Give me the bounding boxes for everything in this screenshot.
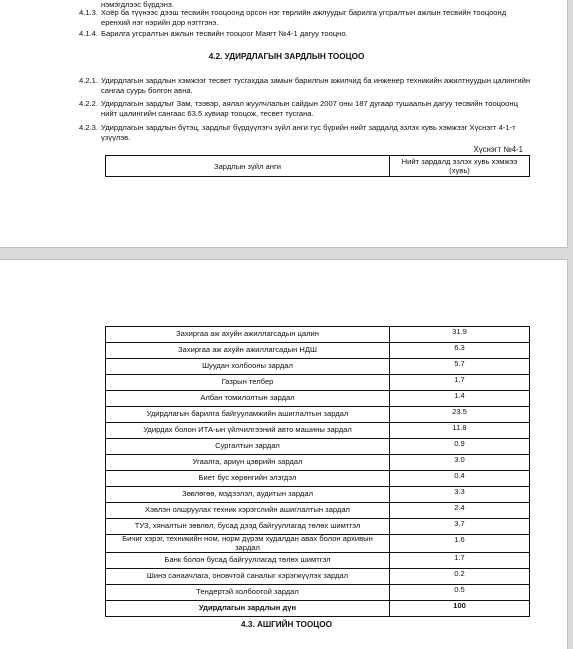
- cost-category-cell: Сургалтын зардал: [106, 439, 390, 455]
- cost-category-cell: Хэвлэн олшруулах техник хэрэгслийн ашиглалтын зардал: [106, 503, 390, 519]
- paragraph-4-2-3: [79, 123, 531, 143]
- cost-category-cell: ТУЗ, хяналтын зөвлөл, бусад дээд байгууллагад төлөх шимтгэл: [106, 519, 390, 535]
- table-row: [106, 343, 530, 359]
- percentage-cell: 2.4: [390, 503, 530, 519]
- table-row: [106, 503, 530, 519]
- cost-category-cell: Зөвлөгөө, мэдээлэл, аудитын зардал: [106, 487, 390, 503]
- cost-category-cell: Шинэ санаачлага, оновчтой саналыг хэрэгжүүлэх зардал: [106, 569, 390, 585]
- cost-category-cell: Удирдах болон ИТА-ын үйлчилгээний авто машины зардал: [106, 423, 390, 439]
- table-row: [106, 585, 530, 601]
- table-total-row: [106, 601, 530, 617]
- table-row: [106, 359, 530, 375]
- percentage-cell: 3.3: [390, 487, 530, 503]
- percentage-cell: 23.5: [390, 407, 530, 423]
- table-row: [106, 375, 530, 391]
- cost-category-cell: Биет бус хөрөнгийн элэгдэл: [106, 471, 390, 487]
- cost-structure-table: [105, 326, 530, 617]
- table-row: [106, 423, 530, 439]
- cost-category-cell: Угаалга, ариун цэврийн зардал: [106, 455, 390, 471]
- cost-category-cell: Шуудан холбооны зардал: [106, 359, 390, 375]
- section-heading: 4.2. УДИРДЛАГЫН ЗАРДЛЫН ТООЦОО: [208, 52, 365, 61]
- percentage-cell: 1.7: [390, 375, 530, 391]
- paragraph-4-2-2: [79, 99, 531, 119]
- paragraph-text: Удирдлагын зардлын хэмжээг тесвет тусгахдаа замын барилгын ажилчид ба инженер техникийн ажилтнуудын цалингийн сангаа суурь болгон авна.: [101, 76, 531, 95]
- cost-structure-table-header: [105, 155, 530, 177]
- paragraph-number: 4.2.3.: [79, 123, 98, 132]
- paragraph-4-1-4: [79, 29, 531, 39]
- table-row: [106, 439, 530, 455]
- paragraph-number: 4.1.3.: [79, 8, 98, 17]
- cost-category-cell: Захиргаа аж ахуйн ажиллагсадын цалин: [106, 327, 390, 343]
- table-row: [106, 535, 530, 553]
- table-row: [106, 519, 530, 535]
- column-header-percentage: Нийт зардалд эзлэх хувь хэмжээ (хувь): [390, 156, 530, 177]
- table-row: [106, 487, 530, 503]
- cost-category-cell: Бичиг хэрэг, техникийн ном, норм дүрэм худалдан авах болон архивын зардал: [106, 535, 390, 553]
- cost-category-cell: Албан томилолтын зардал: [106, 391, 390, 407]
- cost-category-cell: Удирдлагын барилга байгууламжийн ашиглалтын зардал: [106, 407, 390, 423]
- table-row: [106, 391, 530, 407]
- cost-category-cell: Тендертэй холбоотой зардал: [106, 585, 390, 601]
- paragraph-text: Хоёр ба түүнээс дээш тесвийн тооцоонд орсон нэг төрлийн ажлуудыг барилга угсралтын ажлын тесвийн тооцоонд еренхий нэг нэрийн дор нэгтгэнэ.: [101, 8, 507, 27]
- table-row: [106, 407, 530, 423]
- table-row: [106, 327, 530, 343]
- percentage-cell: 1.7: [390, 553, 530, 569]
- paragraph-text: Удирдлагын зардлын бүтэц, зардлыг бүрдүүлэгч зүйл анги тус бүрийн нийт зардалд эзлэх хувь хэмжээг Хүснэгт 4-1-т үзүүлэв.: [101, 123, 516, 142]
- paragraph-text: нэмэгдлээс бүрдэнэ.: [101, 0, 174, 9]
- cost-category-cell: Банк болон бусад байгууллагад төлөх шимтгэл: [106, 553, 390, 569]
- paragraph-4-1-3: [79, 8, 531, 28]
- cost-category-cell: Газрын телбер: [106, 375, 390, 391]
- percentage-cell: 5.7: [390, 359, 530, 375]
- table-row: [106, 455, 530, 471]
- percentage-cell: 11.8: [390, 423, 530, 439]
- percentage-cell: 6.3: [390, 343, 530, 359]
- cost-category-cell: Захиргаа аж ахуйн ажиллагсадын НДШ: [106, 343, 390, 359]
- percentage-cell: 1.6: [390, 535, 530, 553]
- percentage-cell: 31.9: [390, 327, 530, 343]
- document-page-2: [0, 259, 568, 649]
- next-section-heading: 4.3. АШГИЙН ТООЦОО: [241, 620, 332, 629]
- percentage-cell: 0.2: [390, 569, 530, 585]
- paragraph-number: 4.1.4.: [79, 29, 98, 38]
- paragraph-number: 4.2.1.: [79, 76, 98, 85]
- paragraph-text: Барилга угсралтын ажлын тесвийн тооцоог Маягт №4-1 дагуу тооцно.: [101, 29, 348, 38]
- percentage-cell: 3.0: [390, 455, 530, 471]
- table-row: [106, 553, 530, 569]
- paragraph-number: 4.2.2.: [79, 99, 98, 108]
- column-header-category: Зардлын зүйл анги: [106, 156, 390, 177]
- total-label-cell: Удирдлагын зардлын дүн: [106, 601, 390, 617]
- percentage-cell: 0.4: [390, 471, 530, 487]
- table-row: [106, 569, 530, 585]
- table-row: [106, 471, 530, 487]
- document-page-1: [0, 0, 568, 248]
- percentage-cell: 0.5: [390, 585, 530, 601]
- total-value-cell: 100: [390, 601, 530, 617]
- paragraph-4-2-1: [79, 76, 531, 96]
- percentage-cell: 3.7: [390, 519, 530, 535]
- percentage-cell: 0.9: [390, 439, 530, 455]
- percentage-cell: 1.4: [390, 391, 530, 407]
- table-caption: Хүснэгт №4-1: [473, 145, 523, 154]
- paragraph-text: Удирдлагын зардлыг Зам, тээвэр, аялал жуулчлалын сайдын 2007 оны 187 дугаар тушаалын дагуу тесвийн тооцоонц нийт цалингийн сангаас 63.5 хувиар тооцож, тесвет тусгана.: [101, 99, 518, 118]
